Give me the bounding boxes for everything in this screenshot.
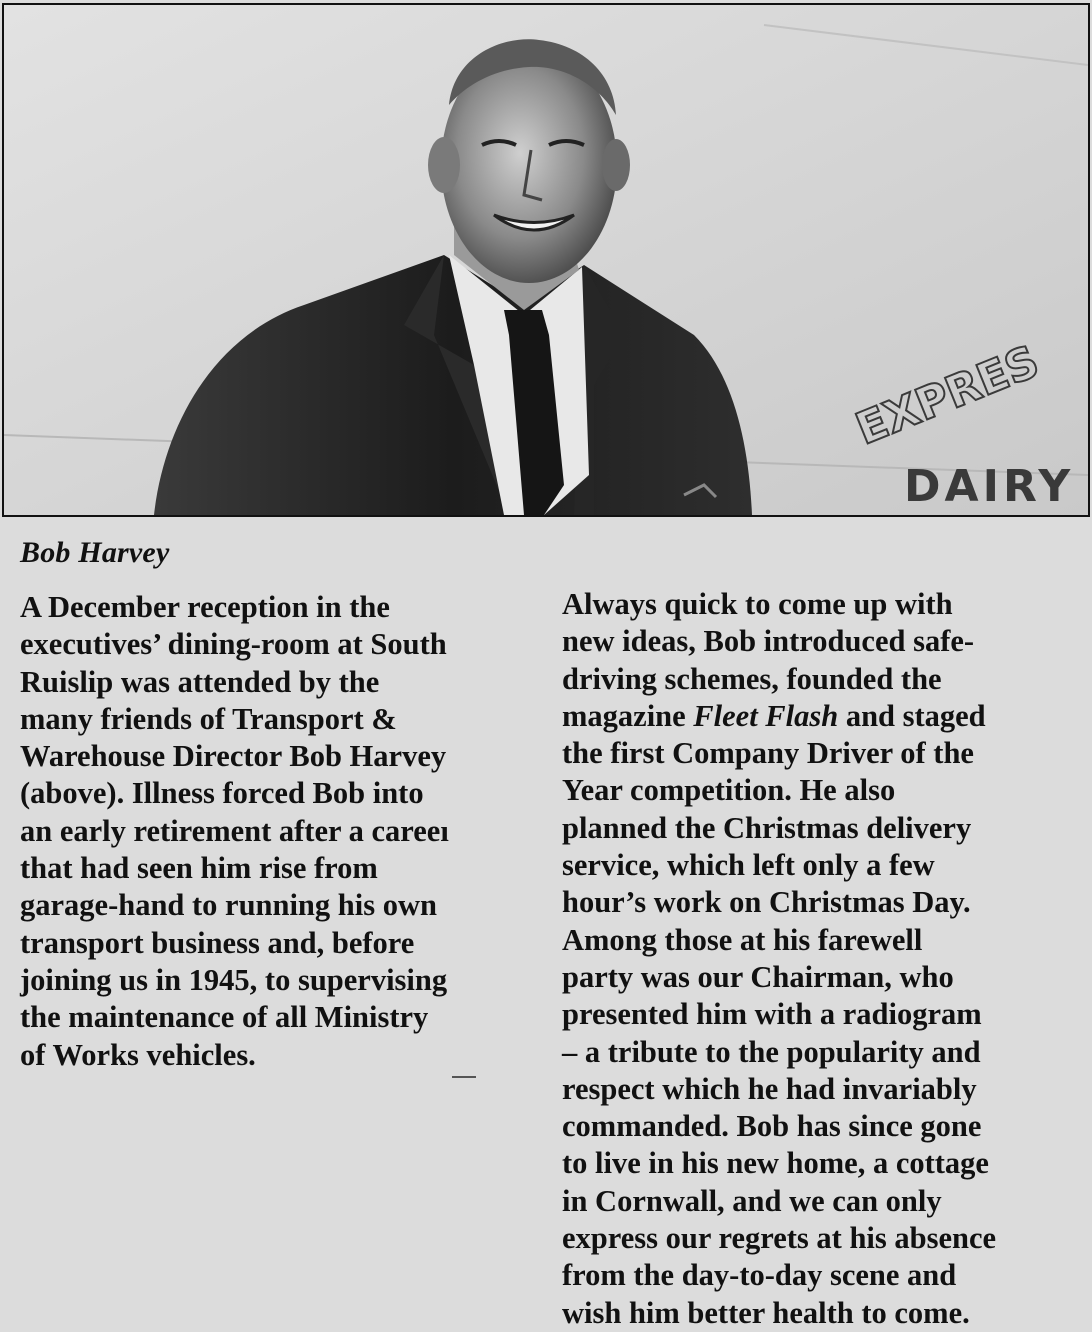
text-line: joining us in 1945, to supervising	[20, 962, 448, 997]
text-line: many friends of Transport &	[20, 701, 397, 736]
text-line: service, which left only a few	[562, 848, 935, 883]
text-line: presented him with a radiogram	[562, 997, 982, 1032]
text-line: wish him better health to come.	[562, 1295, 970, 1330]
text-line: commanded. Bob has since gone	[562, 1109, 982, 1144]
text-line-with-title	[562, 698, 1092, 735]
portrait-photo	[2, 3, 1090, 517]
text-line: of Works vehicles.	[20, 1037, 256, 1072]
text-line: hour’s work on Christmas Day.	[562, 885, 971, 920]
text-line: party was our Chairman, who	[562, 959, 954, 994]
text-line: the maintenance of all Ministry	[20, 1000, 429, 1035]
text-line: Ruislip was attended by the	[20, 664, 380, 699]
text-line: A December reception in the	[20, 590, 390, 624]
text-fragment: magazine	[562, 698, 694, 733]
text-line: Always quick to come up with	[562, 587, 953, 621]
text-line: the first Company Driver of the	[562, 736, 974, 771]
text-line: new ideas, Bob introduced safe-	[562, 624, 975, 659]
text-line: – a tribute to the popularity and	[562, 1034, 981, 1069]
text-line: driving schemes, founded the	[562, 661, 942, 696]
text-line: express our regrets at his absence	[562, 1221, 997, 1256]
text-line: transport business and, before	[20, 925, 415, 960]
text-fragment: and staged	[838, 698, 986, 733]
text-line: (above). Illness forced Bob into	[20, 776, 424, 811]
left-column	[20, 589, 540, 1074]
text-line: to live in his new home, a cottage	[562, 1146, 989, 1181]
print-mark	[452, 1076, 476, 1078]
text-line: Warehouse Director Bob Harvey	[20, 739, 447, 774]
text-line: in Cornwall, and we can only	[562, 1183, 942, 1218]
text-line: that had seen him rise from	[20, 851, 378, 886]
magazine-title: Fleet Flash	[693, 698, 839, 733]
photo-caption: Bob Harvey	[20, 536, 170, 569]
text-line: garage-hand to running his own	[20, 888, 437, 923]
text-line: from the day-to-day scene and	[562, 1258, 957, 1293]
portrait-illustration	[4, 5, 1088, 515]
right-column	[562, 586, 1092, 1332]
sign-text-top: EXPRES	[849, 336, 1047, 456]
text-line: Among those at his farewell	[562, 922, 923, 957]
text-line: respect which he had invariably	[562, 1071, 977, 1106]
text-line: planned the Christmas delivery	[562, 810, 972, 845]
text-line: executives’ dining-room at South	[20, 627, 447, 662]
sign-text-bottom: DAIRY	[904, 461, 1075, 512]
text-line: an early retirement after a careeı	[20, 813, 449, 848]
text-line: Year competition. He also	[562, 773, 896, 808]
